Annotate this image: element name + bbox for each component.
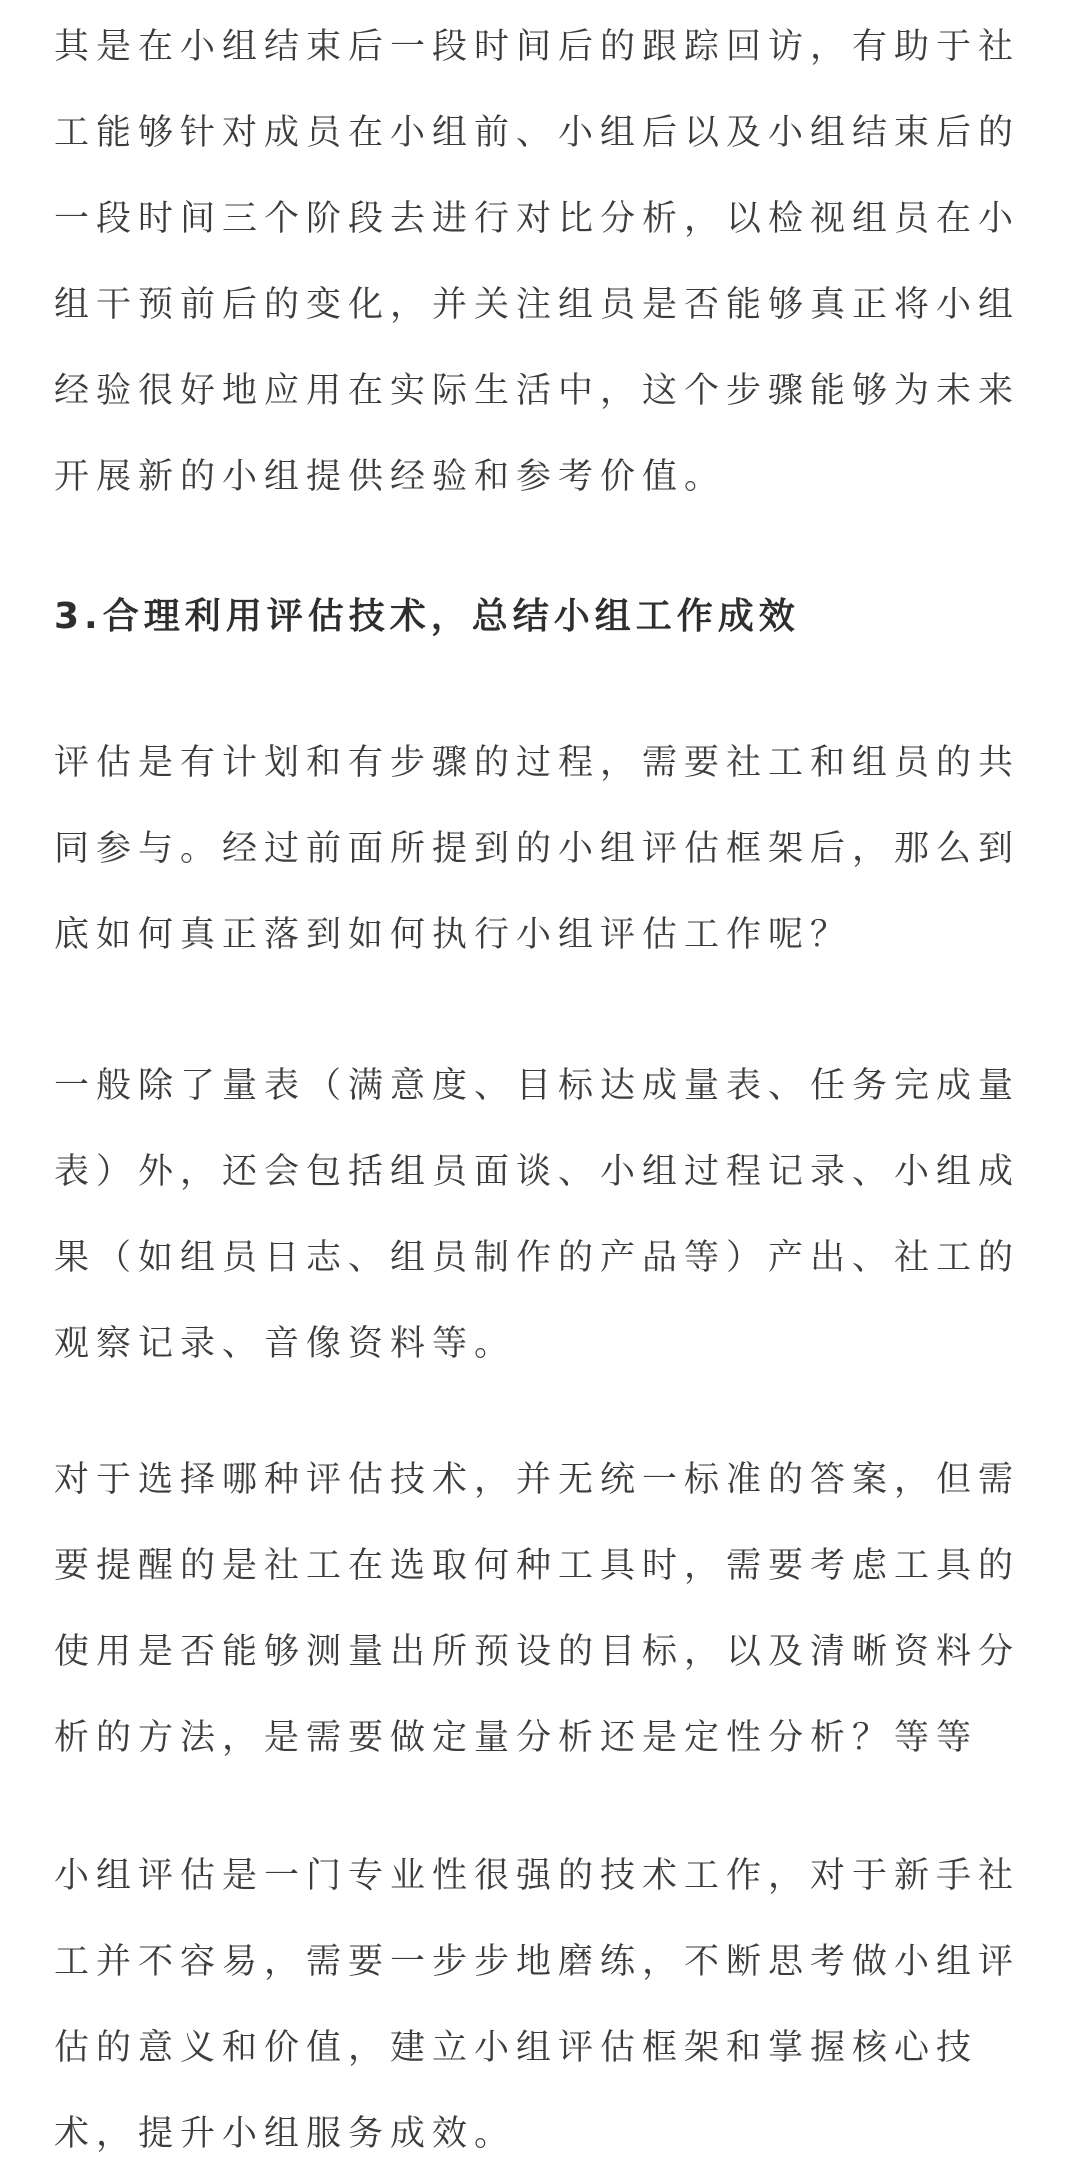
section-heading: 3.合理利用评估技术，总结小组工作成效 (54, 596, 800, 637)
text-line: 同参与。经过前面所提到的小组评估框架后，那么到 (54, 829, 1021, 869)
text-line: 一般除了量表（满意度、目标达成量表、任务完成量 (54, 1066, 1021, 1106)
paragraph-evaluation-process (54, 720, 1020, 978)
text-line: 其是在小组结束后一段时间后的跟踪回访，有助于社 (54, 27, 1021, 67)
text-line: 观察记录、音像资料等。 (54, 1324, 517, 1364)
text-line: 工并不容易，需要一步步地磨练，不断思考做小组评 (54, 1942, 1021, 1982)
text-line: 评估是有计划和有步骤的过程，需要社工和组员的共 (54, 743, 1021, 783)
text-line: 小组评估是一门专业性很强的技术工作，对于新手社 (54, 1856, 1021, 1896)
text-line: 要提醒的是社工在选取何种工具时，需要考虑工具的 (54, 1546, 1021, 1586)
text-line: 底如何真正落到如何执行小组评估工作呢？ (54, 915, 853, 955)
paragraph-conclusion (54, 1833, 1020, 2177)
paragraph-evaluation-tools (54, 1043, 1020, 1387)
text-line: 估的意义和价值，建立小组评估框架和掌握核心技 (54, 2028, 979, 2068)
text-line: 一段时间三个阶段去进行对比分析，以检视组员在小 (54, 199, 1021, 239)
text-line: 工能够针对成员在小组前、小组后以及小组结束后的 (54, 113, 1021, 153)
text-line: 表）外，还会包括组员面谈、小组过程记录、小组成 (54, 1152, 1021, 1192)
paragraph-choosing-technique (54, 1437, 1020, 1781)
paragraph-follow-up (54, 4, 1020, 520)
text-line: 析的方法，是需要做定量分析还是定性分析？等等 (54, 1718, 979, 1758)
text-line: 组干预前后的变化，并关注组员是否能够真正将小组 (54, 285, 1021, 325)
text-line: 使用是否能够测量出所预设的目标，以及清晰资料分 (54, 1632, 1021, 1672)
text-line: 经验很好地应用在实际生活中，这个步骤能够为未来 (54, 371, 1021, 411)
text-line: 术，提升小组服务成效。 (54, 2114, 517, 2154)
text-line: 开展新的小组提供经验和参考价值。 (54, 457, 727, 497)
text-line: 果（如组员日志、组员制作的产品等）产出、社工的 (54, 1238, 1021, 1278)
text-line: 对于选择哪种评估技术，并无统一标准的答案，但需 (54, 1460, 1021, 1500)
